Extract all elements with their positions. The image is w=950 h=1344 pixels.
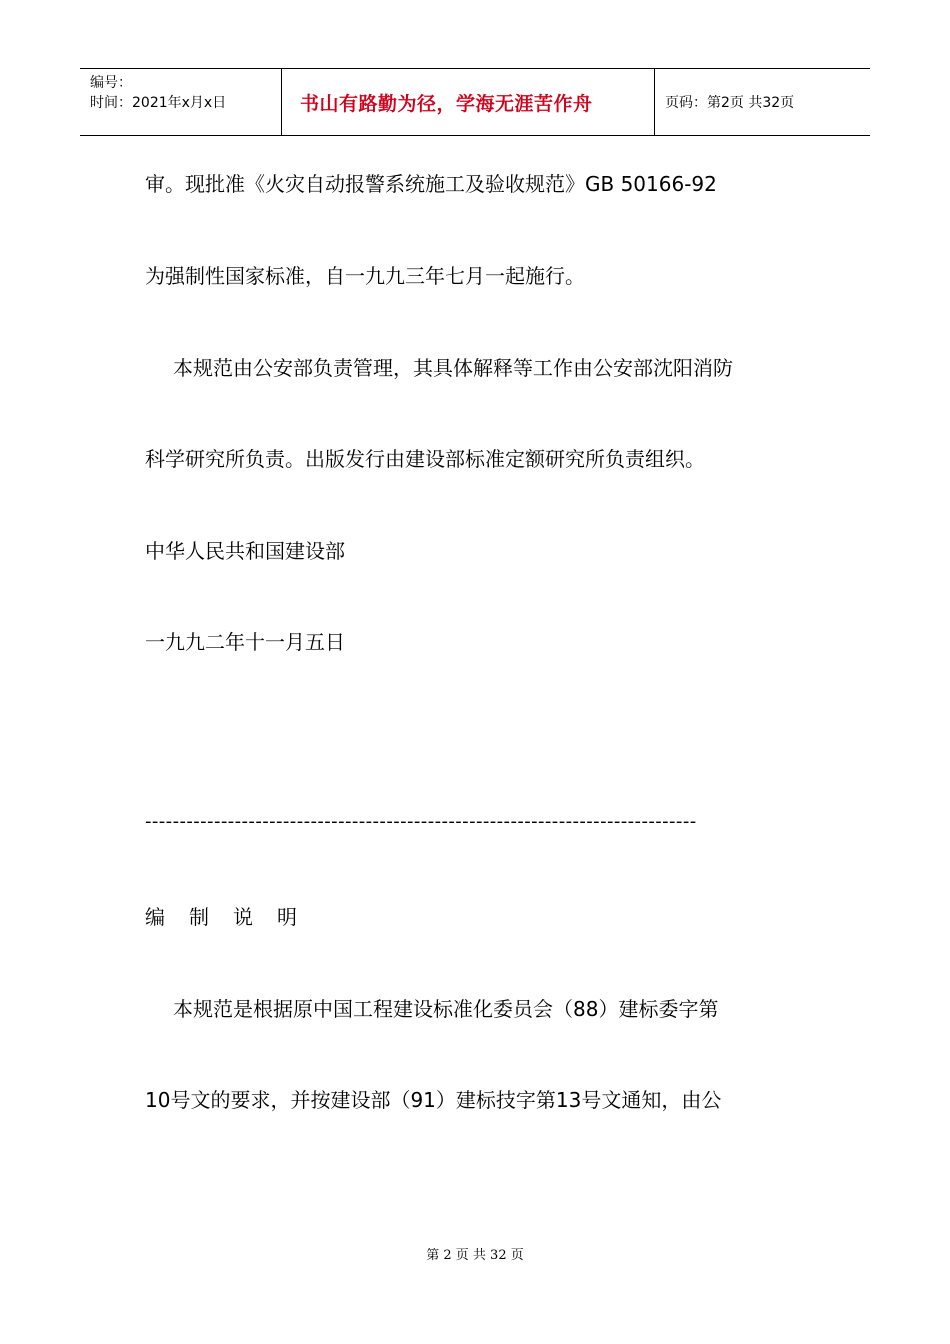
issuer-line: 中华人民共和国建设部	[145, 539, 345, 563]
section-heading: 编制说明	[145, 905, 321, 929]
issue-date-line: 一九九二年十一月五日	[145, 630, 345, 654]
date-label: 时间：2021年x月x日	[90, 95, 227, 111]
motto-text: 书山有路勤为径，学海无涯苦作舟	[300, 92, 593, 115]
body-line-5: 本规范是根据原中国工程建设标准化委员会（88）建标委字第	[173, 997, 719, 1021]
document-header	[80, 68, 870, 136]
page-info: 页码：第2页 共32页	[665, 95, 795, 111]
body-line-3: 本规范由公安部负责管理，其具体解释等工作由公安部沈阳消防	[173, 356, 733, 380]
header-motto-cell	[282, 69, 655, 135]
serial-number-label: 编号：	[90, 75, 132, 91]
body-line-1: 审。现批准《火灾自动报警系统施工及验收规范》GB 50166-92	[145, 172, 717, 196]
body-line-6: 10号文的要求，并按建设部（91）建标技字第13号文通知，由公	[145, 1088, 722, 1112]
page-footer: 第 2 页 共 32 页	[426, 1248, 524, 1263]
header-meta-cell	[80, 69, 282, 135]
body-line-4: 科学研究所负责。出版发行由建设部标准定额研究所负责组织。	[145, 447, 705, 471]
section-divider: --------------------------------------------------------------------------------	[145, 811, 697, 832]
body-line-2: 为强制性国家标准，自一九九三年七月一起施行。	[145, 264, 585, 288]
header-page-cell	[655, 69, 870, 135]
